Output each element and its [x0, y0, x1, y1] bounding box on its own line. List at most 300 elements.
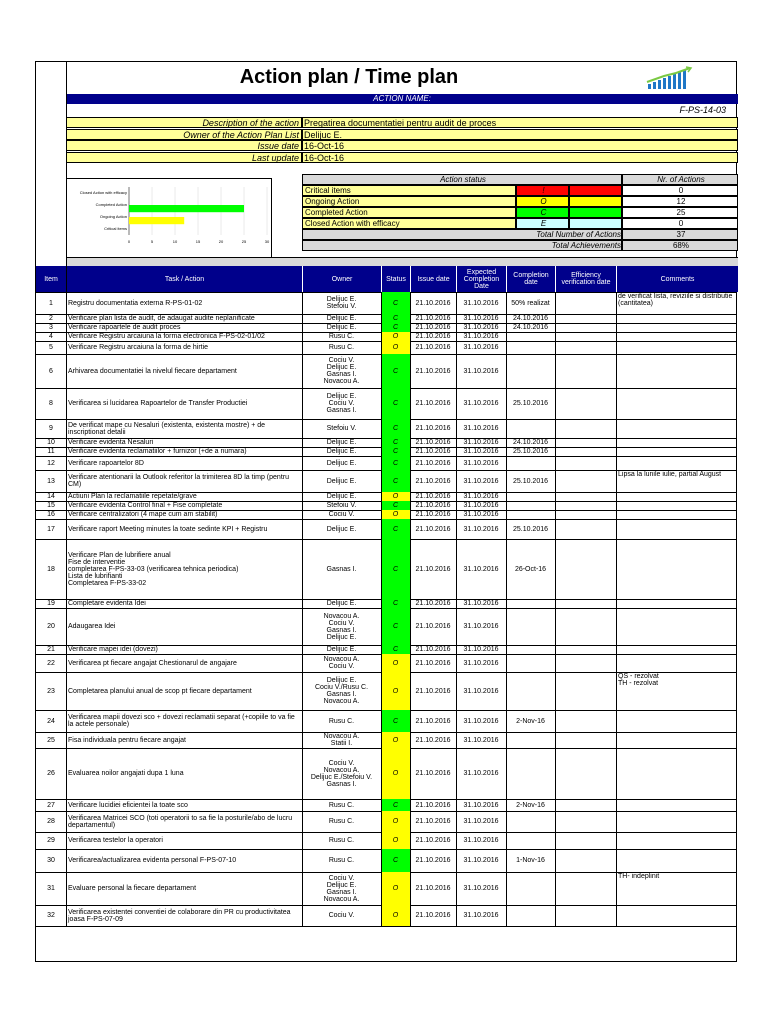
info-value[interactable]: Delijuc E. — [302, 129, 738, 140]
expected-date: 31.10.2016 — [463, 367, 499, 375]
achieve-label: Total Achievements — [302, 240, 622, 251]
issue-date: 21.10.2016 — [415, 400, 451, 407]
comment-text — [616, 447, 738, 456]
expected-date: 31.10.2016 — [463, 525, 499, 533]
chart-category-label: Closed Action with efficacy — [79, 190, 127, 195]
status-cell[interactable]: C — [381, 419, 410, 438]
efficiency-date — [555, 314, 616, 323]
issue-date: 21.10.2016 — [415, 659, 451, 667]
issue-date: 21.10.2016 — [415, 857, 451, 864]
chart-category-label: Completed Action — [95, 202, 127, 207]
item-number: 12 — [47, 459, 55, 467]
item-number: 4 — [49, 333, 53, 340]
completion-date — [506, 832, 555, 849]
expected-date: 31.10.2016 — [463, 493, 499, 500]
expected-date: 31.10.2016 — [463, 477, 499, 485]
table-row[interactable] — [36, 710, 738, 732]
issue-date: 21.10.2016 — [415, 801, 451, 809]
comment-text — [616, 599, 738, 608]
comment-text: Lipsa la lunile iulie, partial August — [618, 471, 722, 478]
task-text: Adaugarea Idei — [68, 623, 116, 630]
grid-line — [36, 926, 736, 927]
table-row[interactable] — [36, 799, 738, 811]
issue-date: 21.10.2016 — [415, 770, 451, 777]
task-text: Verificarea pt fiecare angajat Chestionarul de angajare — [68, 659, 237, 667]
status-cell[interactable]: O — [381, 510, 410, 519]
issue-date: 21.10.2016 — [415, 425, 451, 432]
grid-line — [66, 292, 67, 926]
table-row[interactable] — [36, 388, 738, 419]
comment-text — [616, 539, 738, 599]
owner-text: Delijuc E. — [326, 459, 357, 467]
item-number: 14 — [47, 493, 55, 500]
task-text: Verificare lucidiei eficientei la toate sco — [68, 801, 188, 809]
status-cell[interactable]: C — [381, 501, 410, 510]
column-header: Comments — [616, 266, 738, 292]
status-cell[interactable]: O — [381, 811, 410, 832]
issue-date: 21.10.2016 — [415, 367, 451, 375]
task-text: Verificarea Matricei SCO (toti operatorii to sa fie la posturile/abo de lucru departamentul) — [68, 814, 293, 829]
expected-date: 31.10.2016 — [463, 623, 499, 630]
item-number: 3 — [49, 324, 53, 331]
status-cell[interactable]: C — [381, 608, 410, 645]
comment-text — [616, 748, 738, 799]
chart-category-label: Critical items — [104, 226, 127, 231]
table-row[interactable] — [36, 519, 738, 539]
status-cell[interactable]: C — [381, 456, 410, 470]
info-label: Issue date — [66, 140, 302, 151]
efficiency-date — [555, 539, 616, 599]
completion-date — [506, 672, 555, 710]
table-row[interactable] — [36, 672, 738, 710]
completion-date — [506, 456, 555, 470]
task-text: De verificat mape cu Nesaluri (existenta, existenta mostre) + de inscriptionat detalii — [68, 421, 266, 436]
item-number: 15 — [47, 502, 55, 509]
info-label: Owner of the Action Plan List — [66, 129, 302, 140]
comment-text — [616, 832, 738, 849]
status-cell[interactable]: O — [381, 832, 410, 849]
table-row[interactable] — [36, 811, 738, 832]
completion-date — [506, 748, 555, 799]
bar-growth-logo-icon — [644, 66, 694, 92]
item-number: 28 — [47, 818, 55, 825]
table-row[interactable] — [36, 354, 738, 388]
task-text: Verificare Registru arcaiuna la forma electronica F-PS-02-01/02 — [68, 333, 265, 340]
status-swatch — [569, 207, 622, 218]
expected-date: 31.10.2016 — [463, 333, 499, 340]
completion-date — [506, 645, 555, 654]
item-number: 24 — [47, 717, 55, 725]
completion-date — [506, 811, 555, 832]
task-text: Verificarea testelor la operatori — [68, 837, 163, 844]
owner-text: Delijuc E. Stefoiu V. — [326, 296, 357, 310]
issue-date: 21.10.2016 — [415, 493, 451, 500]
issue-date: 21.10.2016 — [415, 448, 451, 455]
completion-date — [506, 905, 555, 926]
column-header: Owner — [302, 266, 381, 292]
status-cell[interactable]: O — [381, 872, 410, 905]
table-row[interactable] — [36, 447, 738, 456]
info-label: Description of the action — [66, 117, 302, 128]
efficiency-date — [555, 849, 616, 872]
task-text: Verificare Registru arcaiuna la forma de hirtie — [68, 344, 209, 351]
issue-date: 21.10.2016 — [415, 477, 451, 485]
efficiency-date — [555, 510, 616, 519]
status-cell[interactable]: O — [381, 492, 410, 501]
total-value: 37 — [622, 229, 738, 240]
owner-text: Cociu V. Novacou A. Delijuc E./Stefoiu V. Gasnas I. — [310, 759, 373, 788]
status-cell[interactable]: C — [381, 539, 410, 599]
task-text: Evaluarea noilor angajati dupa 1 luna — [68, 770, 184, 777]
owner-text: Delijuc E. — [326, 646, 357, 653]
comment-text — [616, 849, 738, 872]
issue-date: 21.10.2016 — [415, 324, 451, 331]
status-cell[interactable]: C — [381, 447, 410, 456]
expected-date: 31.10.2016 — [463, 912, 499, 919]
status-label: Ongoing Action — [302, 196, 516, 207]
owner-text: Rusu C. — [328, 717, 355, 725]
item-number: 5 — [49, 344, 53, 351]
issue-date: 21.10.2016 — [415, 525, 451, 533]
status-cell[interactable]: O — [381, 341, 410, 354]
comment-text — [616, 314, 738, 323]
issue-date: 21.10.2016 — [415, 646, 451, 653]
total-label: Total Number of Actions — [302, 229, 622, 240]
info-label: Last update — [66, 152, 302, 163]
task-text: Verificare Plan de lubrifiere anual Fise de interventie completarea F-PS-33-03 (verificarea tehnica periodica) Lista de lubrifianti Completarea F-PS-33-02 — [68, 551, 239, 587]
expected-date: 31.10.2016 — [463, 801, 499, 809]
owner-text: Cociu V. — [328, 912, 355, 919]
completion-date — [506, 510, 555, 519]
expected-date: 31.10.2016 — [463, 439, 499, 446]
status-cell[interactable]: C — [381, 438, 410, 447]
expected-date: 31.10.2016 — [463, 736, 499, 744]
issue-date: 21.10.2016 — [415, 502, 451, 509]
item-number: 26 — [47, 770, 55, 777]
table-row[interactable] — [36, 732, 738, 748]
expected-date: 31.10.2016 — [463, 818, 499, 825]
comment-text — [616, 354, 738, 388]
chart-tick-label: 5 — [150, 239, 154, 244]
efficiency-date — [555, 419, 616, 438]
status-chart-svg — [67, 179, 271, 257]
completion-date — [506, 419, 555, 438]
table-row[interactable] — [36, 645, 738, 654]
efficiency-date — [555, 748, 616, 799]
issue-date: 21.10.2016 — [415, 885, 451, 892]
table-row[interactable] — [36, 872, 738, 905]
owner-text: Rusu C. — [328, 801, 355, 809]
item-number: 10 — [47, 439, 55, 446]
task-text: Verificare centralizatori (4 mape cum am stabilit) — [68, 511, 218, 518]
completion-date: 25.10.2016 — [512, 448, 549, 455]
comment-text: TH- indeplinit — [618, 873, 660, 880]
efficiency-date — [555, 608, 616, 645]
issue-date: 21.10.2016 — [415, 565, 451, 573]
completion-date: 50% realizat — [511, 299, 550, 307]
item-number: 9 — [49, 425, 53, 432]
grid-line — [66, 62, 67, 292]
status-cell[interactable]: C — [381, 354, 410, 388]
status-cell[interactable]: O — [381, 672, 410, 710]
status-chart — [66, 178, 272, 258]
table-row[interactable] — [36, 341, 738, 354]
item-number: 31 — [47, 885, 55, 892]
status-label: Completed Action — [302, 207, 516, 218]
chart-tick-label: 25 — [241, 239, 247, 244]
status-cell[interactable]: C — [381, 849, 410, 872]
owner-text: Rusu C. — [328, 333, 355, 340]
comment-text — [616, 510, 738, 519]
completion-date — [506, 501, 555, 510]
item-number: 21 — [47, 646, 55, 653]
expected-date: 31.10.2016 — [463, 600, 499, 607]
column-header: Task / Action — [66, 266, 302, 292]
efficiency-date — [555, 710, 616, 732]
comment-text — [616, 799, 738, 811]
item-number: 19 — [47, 600, 55, 607]
comment-text — [616, 654, 738, 672]
table-row[interactable] — [36, 849, 738, 872]
item-number: 17 — [47, 525, 55, 533]
comment-text — [616, 332, 738, 341]
completion-date: 24.10.2016 — [512, 324, 549, 331]
status-cell[interactable]: C — [381, 292, 410, 314]
table-row[interactable] — [36, 748, 738, 799]
status-cell[interactable]: C — [381, 388, 410, 419]
expected-date: 31.10.2016 — [463, 885, 499, 892]
item-number: 18 — [47, 565, 55, 573]
efficiency-date — [555, 438, 616, 447]
expected-date: 31.10.2016 — [463, 324, 499, 331]
action-name-bar: ACTION NAME: — [66, 94, 738, 104]
expected-date: 31.10.2016 — [463, 646, 499, 653]
owner-text: Novacou A. Cociu V. — [323, 656, 360, 670]
chart-bar — [129, 217, 184, 224]
owner-text: Cociu V. Delijuc E. Gasnas I. Novacou A. — [323, 357, 360, 385]
info-value[interactable]: 16-Oct-16 — [302, 140, 738, 151]
status-cell[interactable]: C — [381, 799, 410, 811]
grid-line — [410, 292, 411, 926]
task-text: Verificare rapoartele de audit proces — [68, 324, 181, 331]
expected-date: 31.10.2016 — [463, 502, 499, 509]
table-row[interactable] — [36, 314, 738, 323]
efficiency-date — [555, 872, 616, 905]
item-number: 8 — [49, 400, 53, 407]
table-row[interactable] — [36, 608, 738, 645]
expected-date: 31.10.2016 — [463, 315, 499, 322]
issue-date: 21.10.2016 — [415, 912, 451, 919]
action-plan-sheet — [35, 61, 737, 962]
comment-text — [616, 608, 738, 645]
efficiency-date — [555, 341, 616, 354]
comment-text — [616, 519, 738, 539]
owner-text: Rusu C. — [328, 818, 355, 825]
task-text: Verificare mapei idei (dovezi) — [68, 646, 158, 653]
chart-tick-label: 30 — [264, 239, 270, 244]
item-number: 13 — [47, 477, 55, 485]
completion-date — [506, 341, 555, 354]
expected-date: 31.10.2016 — [463, 511, 499, 518]
table-row[interactable] — [36, 323, 738, 332]
info-value[interactable]: 16-Oct-16 — [302, 152, 738, 163]
expected-date: 31.10.2016 — [463, 448, 499, 455]
owner-text: Rusu C. — [328, 857, 355, 864]
owner-text: Delijuc E. — [326, 525, 357, 533]
status-cell[interactable]: O — [381, 654, 410, 672]
table-row[interactable] — [36, 510, 738, 519]
status-count: 25 — [622, 207, 738, 218]
task-text: Completarea planului anual de scop pt fiecare departament — [68, 687, 252, 695]
status-count: 0 — [622, 218, 738, 229]
status-cell[interactable]: C — [381, 519, 410, 539]
task-text: Fisa individuala pentru fiecare angajat — [68, 736, 186, 744]
comment-text — [616, 456, 738, 470]
status-cell[interactable]: C — [381, 645, 410, 654]
comment-text — [616, 811, 738, 832]
efficiency-date — [555, 388, 616, 419]
comment-text: de verificat lista, reviziile si distributie (cantitatea) — [618, 293, 733, 307]
owner-text: Delijuc E. — [326, 477, 357, 485]
item-number: 16 — [47, 511, 55, 518]
owner-text: Stefoiu V. — [326, 502, 357, 509]
completion-date: 25.10.2016 — [512, 400, 549, 407]
expected-date: 31.10.2016 — [463, 857, 499, 864]
task-text: Registru documentatia externa R-PS-01-02 — [68, 299, 203, 307]
efficiency-date — [555, 905, 616, 926]
expected-date: 31.10.2016 — [463, 299, 499, 307]
task-text: Verificare evidenta Control final + Fise completate — [68, 502, 223, 509]
owner-text: Delijuc E. — [326, 600, 357, 607]
table-row[interactable] — [36, 599, 738, 608]
issue-date: 21.10.2016 — [415, 344, 451, 351]
issue-date: 21.10.2016 — [415, 717, 451, 725]
issue-date: 21.10.2016 — [415, 818, 451, 825]
grid-line — [506, 292, 507, 926]
table-row[interactable] — [36, 501, 738, 510]
info-value[interactable]: Pregatirea documentatiei pentru audit de proces — [302, 117, 738, 128]
achieve-value: 68% — [622, 240, 738, 251]
comment-text — [616, 732, 738, 748]
comment-text — [616, 501, 738, 510]
owner-text: Delijuc E. — [326, 439, 357, 446]
status-cell[interactable]: O — [381, 748, 410, 799]
task-text: Verificarea existentei conventiei de colaborare din PR cu productivitatea joasa F-PS-07-09 — [68, 908, 291, 923]
owner-text: Cociu V. Delijuc E. Gasnas I. Novacou A. — [323, 874, 360, 903]
owner-text: Rusu C. — [328, 837, 355, 844]
task-text: Verificare evidenta reclamatiilor + furnizor (+de a numara) — [68, 448, 247, 455]
status-cell[interactable]: C — [381, 710, 410, 732]
status-code: E — [516, 218, 569, 229]
owner-text: Delijuc E. Cociu V./Rusu C. Gasnas I. Novacou A. — [314, 677, 369, 705]
status-code: O — [516, 196, 569, 207]
status-cell[interactable]: O — [381, 732, 410, 748]
status-cell[interactable]: O — [381, 905, 410, 926]
owner-text: Delijuc E. Cociu V. Gasnas I. — [326, 393, 357, 414]
action-status-table — [302, 174, 738, 256]
expected-date: 31.10.2016 — [463, 344, 499, 351]
issue-date: 21.10.2016 — [415, 687, 451, 695]
completion-date: 24.10.2016 — [512, 315, 549, 322]
efficiency-date — [555, 456, 616, 470]
item-number: 11 — [47, 448, 55, 455]
completion-date: 1-Nov-16 — [516, 857, 545, 864]
item-number: 1 — [49, 299, 53, 307]
issue-date: 21.10.2016 — [415, 299, 451, 307]
completion-date: 2-Nov-16 — [516, 801, 545, 809]
form-code: F-PS-14-03 — [679, 105, 726, 115]
task-text: Completare evidenta Idei — [68, 600, 146, 607]
efficiency-date — [555, 599, 616, 608]
column-header: Status — [381, 266, 410, 292]
comment-text: QS - rezolvat TH - rezolvat — [618, 673, 659, 687]
item-number: 29 — [47, 837, 55, 844]
status-cell[interactable]: O — [381, 332, 410, 341]
issue-date: 21.10.2016 — [415, 315, 451, 322]
status-code: ! — [516, 185, 569, 196]
status-cell[interactable]: C — [381, 314, 410, 323]
item-number: 30 — [47, 857, 55, 864]
status-swatch — [569, 218, 622, 229]
efficiency-date — [555, 470, 616, 492]
efficiency-date — [555, 323, 616, 332]
comment-text — [616, 492, 738, 501]
count-header: Nr. of Actions — [622, 174, 738, 185]
table-row[interactable] — [36, 456, 738, 470]
completion-date — [506, 608, 555, 645]
table-row[interactable] — [36, 292, 738, 314]
issue-date: 21.10.2016 — [415, 511, 451, 518]
comment-text — [616, 323, 738, 332]
table-row[interactable] — [36, 438, 738, 447]
table-row[interactable] — [36, 654, 738, 672]
separator-bar — [66, 257, 738, 266]
comment-text — [616, 388, 738, 419]
table-row[interactable] — [36, 470, 738, 492]
efficiency-date — [555, 354, 616, 388]
table-row[interactable] — [36, 492, 738, 501]
status-header: Action status — [302, 174, 622, 185]
page-title: Action plan / Time plan — [239, 66, 459, 88]
expected-date: 31.10.2016 — [463, 770, 499, 777]
comment-text — [616, 710, 738, 732]
status-cell[interactable]: C — [381, 470, 410, 492]
status-cell[interactable]: C — [381, 599, 410, 608]
table-row[interactable] — [36, 905, 738, 926]
status-swatch — [569, 185, 622, 196]
issue-date: 21.10.2016 — [415, 600, 451, 607]
comment-text — [616, 905, 738, 926]
task-text: Evaluare personal la fiecare departament — [68, 885, 197, 892]
status-count: 12 — [622, 196, 738, 207]
owner-text: Delijuc E. — [326, 315, 357, 322]
table-row[interactable] — [36, 539, 738, 599]
item-number: 32 — [47, 912, 55, 919]
completion-date — [506, 492, 555, 501]
table-row[interactable] — [36, 419, 738, 438]
efficiency-date — [555, 799, 616, 811]
comment-text — [616, 341, 738, 354]
table-row[interactable] — [36, 832, 738, 849]
status-cell[interactable]: C — [381, 323, 410, 332]
task-text: Verificare plan lista de audit, de adaugat audite neplanificate — [68, 315, 255, 322]
completion-date — [506, 332, 555, 341]
chart-category-label: Ongoing Action — [99, 214, 127, 219]
task-text: Verificarea mapii dovezi sco + dovezi reclamatii separat (+copiile to va fie la actele personale) — [68, 714, 295, 728]
table-row[interactable] — [36, 332, 738, 341]
issue-date: 21.10.2016 — [415, 736, 451, 744]
item-number: 22 — [47, 659, 55, 667]
